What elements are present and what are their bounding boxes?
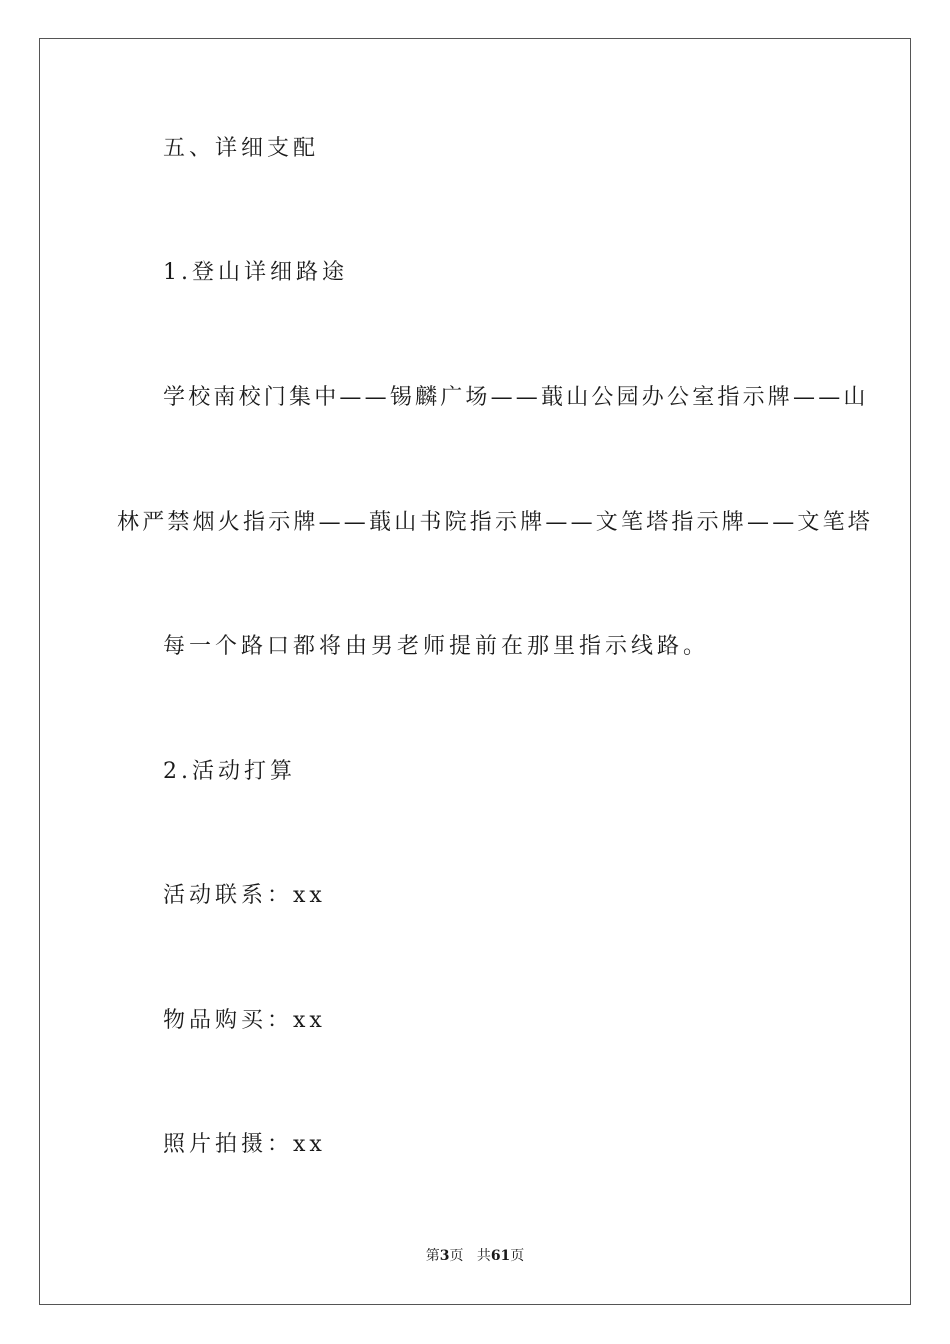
route-paragraph-line-1: 学校南校门集中——锡麟广场——蕺山公园办公室指示牌——山 [163, 385, 869, 410]
total-suffix: 页 [510, 1248, 525, 1264]
page-number: 3 [439, 1248, 450, 1264]
item-purchase: 物品购买：xx [163, 1008, 326, 1033]
activity-contact: 活动联系：xx [163, 883, 326, 908]
total-pages: 61 [490, 1248, 511, 1264]
total-prefix: 共 [476, 1248, 491, 1264]
subsection-heading-route: 1.登山详细路途 [163, 260, 348, 285]
route-paragraph-line-2: 林严禁烟火指示牌——蕺山书院指示牌——文笔塔指示牌——文笔塔 [117, 510, 874, 535]
page-border [39, 38, 911, 1305]
page-suffix: 页 [449, 1248, 464, 1264]
page-prefix: 第 [425, 1248, 440, 1264]
guidance-paragraph: 每一个路口都将由男老师提前在那里指示线路。 [163, 634, 710, 659]
photo-taking: 照片拍摄：xx [163, 1132, 326, 1157]
page-footer [0, 1246, 950, 1266]
subsection-heading-plan: 2.活动打算 [163, 759, 296, 784]
section-heading: 五、详细支配 [163, 136, 320, 161]
